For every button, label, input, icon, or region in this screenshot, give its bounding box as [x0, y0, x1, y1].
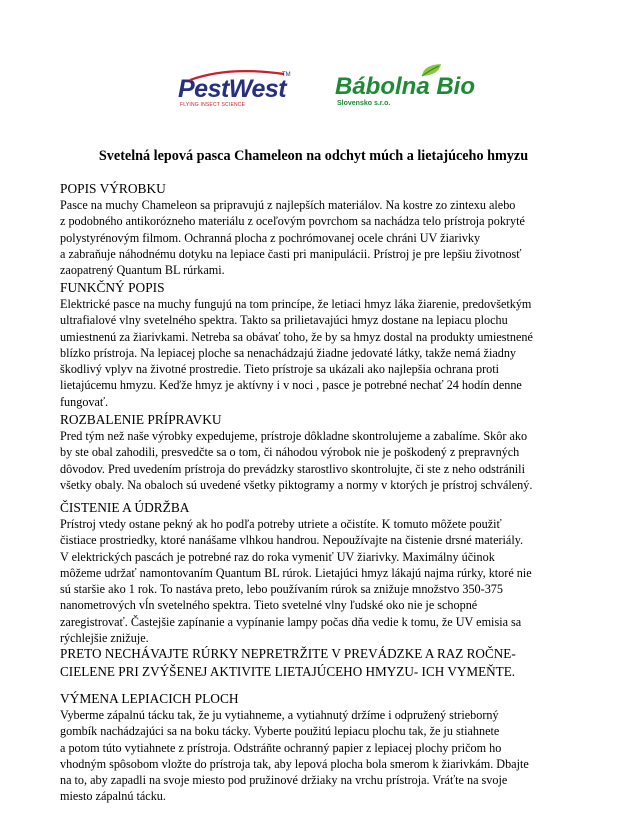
babolna-subtitle: Slovensko s.r.o.: [337, 100, 391, 107]
text-line: na to, aby zapadli na svoje miesto pod pružinové držiaky na vrchu prístroja. Vráťte na svoje: [60, 773, 508, 788]
section-funkcny-popis: [60, 279, 580, 410]
text-line: miesto zápalnú tácku.: [60, 789, 166, 804]
text-line: sú staršie ako 1 rok. To nastáva preto, lebo používaním rúrok sa znižuje množstvo 350-375: [60, 582, 503, 597]
text-line: gombík nachádzajúci sa na boku tácky. Vyberte použitú lepiacu plochu tak, že ju stiahnete: [60, 724, 500, 739]
text-line: dôvodov. Pred uvedením prístroja do prevádzky starostlivo skontrolujte, či ste z neho odstránili: [60, 461, 525, 476]
text-line: lietajúcemu hmyzu. Keďže hmyz je aktívny i v noci , pasce je potrebné nechať 24 hodín denne: [60, 378, 522, 393]
text-line: umiestnenú za žiarivkami. Netreba sa obávať toho, že by sa hmyz dostal na produkty umiestnené: [60, 329, 533, 344]
section-heading: FUNKČNÝ POPIS: [60, 280, 165, 295]
text-line: môžeme udržať namontovaním Quantum BL rúrok. Lietajúci hmyz lákajú najma rúrky, ktoré nie: [60, 565, 532, 580]
pestwest-logo: [178, 72, 291, 108]
text-line: škodlivý vplyv na životné prostredie. Tieto prístroje sa ukázali ako najlepšia ochrana proti: [60, 362, 499, 377]
babolna-logo-text: Bábolna Bio: [335, 73, 476, 100]
section-heading: POPIS VÝROBKU: [60, 181, 166, 196]
text-line: rýchlejšie znižuje.: [60, 631, 149, 646]
section-vymena-lepiacich-ploch: [60, 690, 580, 805]
text-line: čistiace prostriedky, ktoré nanášame vlhkou handrou. Nepoužívajte na čistenie drsné materiály.: [60, 533, 524, 548]
warning-line: CIELENE PRI ZVÝŠENEJ AKTIVITE LIETAJÚCEHO HMYZU- ICH VYMEŇTE.: [60, 663, 516, 679]
text-line: Pasce na muchy Chameleon sa pripravujú z najlepších materiálov. Na kostre zo zintexu alebo: [60, 198, 516, 212]
section-heading: ČISTENIE A ÚDRŽBA: [60, 500, 190, 515]
text-line: ultrafialové vlny svetelného spektra. Takto sa prilietavajúci hmyz dostane na lepiacu plochu: [60, 313, 508, 328]
text-line: Elektrické pasce na muchy fungujú na tom princípe, že letiaci hmyz láka žiarenie, predovšetkým: [60, 297, 532, 311]
document-title: Svetelná lepová pasca Chameleon na odchyt múch a lietajúceho hmyzu: [98, 148, 529, 164]
pestwest-tagline: FLYING INSECT SCIENCE: [180, 102, 246, 108]
warning-notice: [60, 645, 580, 680]
text-line: a potom túto vytiahnete z prístroja. Odstráňte ochranný papier z lepiacej plochy pričom ho: [60, 740, 502, 755]
text-line: z podobného antikorózneho materiálu z oceľovým povrchom sa nachádza telo prístroja pokryté: [60, 214, 525, 229]
text-line: fungovať.: [60, 394, 109, 409]
text-line: Pred tým než naše výrobky expedujeme, prístroje dôkladne skontrolujeme a zabalíme. Skôr ako: [60, 429, 528, 443]
text-line: blízko prístroja. Na lepiacej ploche sa nenachádzajú žiadne jedovaté látky, takže nemá žiadny: [60, 345, 517, 360]
logo-bar: [0, 70, 627, 120]
section-heading: ROZBALENIE PRÍPRAVKU: [60, 412, 222, 427]
leaf-icon: [419, 62, 445, 78]
babolna-logo: [335, 73, 476, 107]
text-line: Vyberme zápalnú tácku tak, že ju vytiahneme, a vytiahnutý držíme i odpružený strieborný: [60, 708, 499, 722]
pestwest-swoosh-icon: [188, 68, 288, 82]
section-cistenie: [60, 499, 580, 646]
text-line: a zabraňuje náhodnému dotyku na lepiace časti pri manipulácii. Prístroj je pre lepšiu životnosť: [60, 246, 522, 261]
text-line: V elektrických pascách je potrebné raz do roka vymeniť UV žiarivky. Maximálny účinok: [60, 549, 495, 564]
text-line: Prístroj vtedy ostane pekný ak ho podľa potreby utriete a očistíte. K tomuto môžete použiť: [60, 517, 502, 531]
text-line: polystyrénovým filmom. Ochranná plocha z pochrómovanej ocele chráni UV žiarivky: [60, 230, 481, 245]
text-line: zaregistrovať. Častejšie zapínanie a vypínanie lampy počas dňa vedie k tomu, že UV emisia sa: [60, 614, 522, 629]
text-line: všetky obaly. Na obaloch sú uvedené všetky piktogramy a normy v ktorých je prístroj schválený.: [60, 477, 533, 492]
section-heading: VÝMENA LEPIACICH PLOCH: [60, 691, 239, 706]
text-line: nanometrových vĺn svetelného spektra. Tieto svetelné vlny ľudské oko nie je schopné: [60, 598, 478, 613]
text-line: by ste obal zahodili, presvedčte sa o tom, či náhodou výrobok nie je poškodený z prepravných: [60, 445, 520, 460]
pestwest-logo-text: PestWest: [178, 75, 287, 103]
text-line: vhodným spôsobom vložte do prístroja tak, aby lepová plocha bola smerom k žiarivkám. Dbajte: [60, 756, 529, 771]
section-rozbalenie: [60, 411, 580, 493]
text-line: zaopatrený Quantum BL rúrkami.: [60, 263, 225, 278]
warning-line: PRETO NECHÁVAJTE RÚRKY NEPRETRŽITE V PREVÁDZKE A RAZ ROČNE-: [60, 646, 516, 661]
section-popis-vyrobku: [60, 180, 580, 278]
pestwest-tm: TM: [282, 72, 291, 78]
